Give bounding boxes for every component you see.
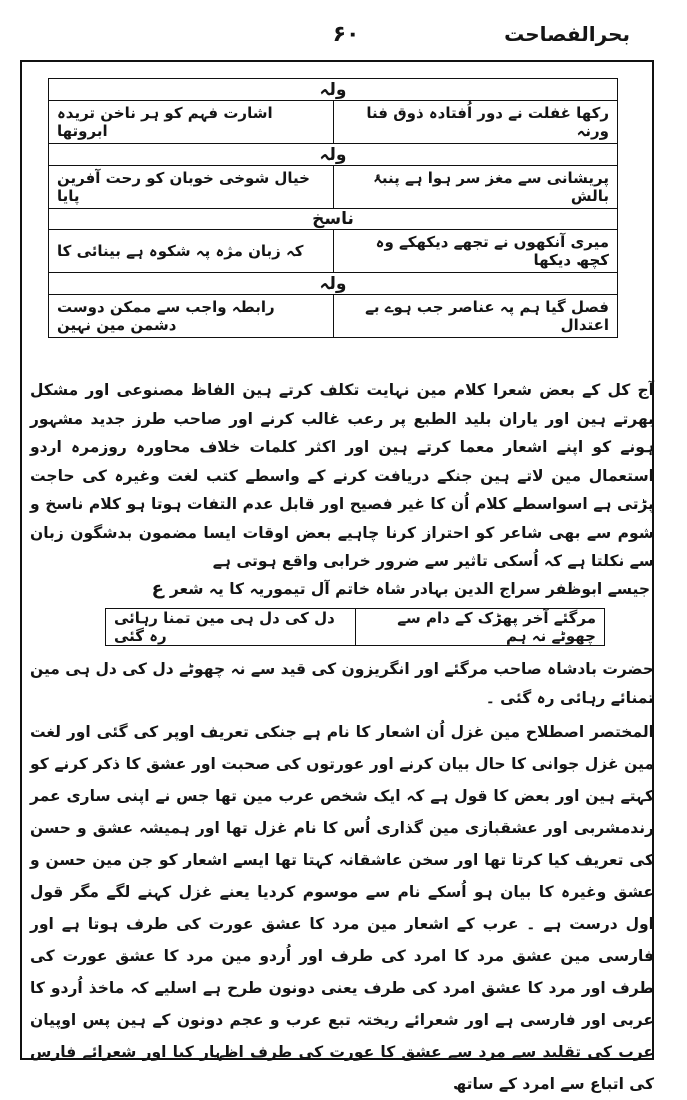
paragraph-definition-of-ghazal: المختصر اصطلاح مین غزل اُن اشعار کا نام ہے جنکی تعریف اوپر کی گئی اور لغت مین غزل جوانی کا حال بیان کرنے اور عورتوں کی صحبت اور عشق کا ذکر کرنے کو کہتے ہین اور بعض کا قول ہے کہ ایک شخص عرب مین تھا جس نے اپنی ساری عمر رندمشربی اور عشقبازی مین گذاری اُس کا نام غزل تھا اور ہمیشہ عشق و حسن کی تعریف کیا کرتا تھا اور سخن عاشقانہ کہتا تھا ایسے اشعار کو جن مین حسن و عشق وغیرہ کا بیان ہو اُسکے نام سے موسوم کردیا یعنے غزل کہنے لگے مگر قول اول درست ہے ۔ عرب کے اشعار مین مرد کا عشق عورت کی طرف ہوتا ہے اور فارسی مین عشق مرد کا امرد کی طرف اور اُردو مین مرد کا عشق عورت کی طرف اور مرد کا عشق امرد کی طرف یعنی دونون طرح ہے اسلیے کہ ماخذ اُردو کا عربی اور فارسی ہے اور شعرائے ریختہ تبع عرب و عجم دونون کے ہین پس اوپیان عرب کی تقلید سے مرد سے عشق کا عورت کی طرف اظہار کیا اور شعرائے فارس کی اتباع سے امرد کے ساتھ xyxy=(30,723,654,1093)
paragraph-on-the-king: حضرت بادشاہ صاحب مرگئے اور انگریزون کی قید سے نہ چھوٹے دل کی دل ہی مین تمنائے رہائی رہ گئی ۔ xyxy=(30,660,654,707)
couplet-attribution xyxy=(150,578,650,599)
page-number: ۶۰ xyxy=(332,22,360,47)
example-couplet-table xyxy=(105,608,605,646)
verse-second-line: رابطہ واجب سے ممکن دوست دشمن مین نہین xyxy=(49,295,334,338)
couplet-first-line: مرگئے آخر پھڑک کے دام سے چھوٹے نہ ہم xyxy=(355,609,605,646)
verse-second-line: کہ زبان مژہ پہ شکوہ ہے بینائی کا xyxy=(49,230,334,273)
running-title: بحرالفصاحت xyxy=(504,22,630,46)
verse-first-line: پریشانی سے مغز سر ہوا ہے پنبۂ بالش xyxy=(333,166,618,209)
verse-first-line: رکھا غفلت نے دور اُفتادہ ذوق فنا ورنہ xyxy=(333,101,618,144)
paragraph-on-affected-poets: آج کل کے بعض شعرا کلام مین نہایت تکلف کرتے ہین الفاظ مصنوعی اور مشکل بھرتے ہین اور یاران بلید الطبع پر رعب غالب کرنے اور صاحب طرز جدید مشہور ہونے کو اپنے اشعار معما کرتے ہین اور اکثر کلمات خلاف محاورہ روزمرہ اردو استعمال مین لاتے ہین جنکے دریافت کرنے کے واسطے کتب لغت وغیرہ کی حاجت پڑتی ہے اسواسطے کلام اُن کا غیر فصیح اور قابل عدم التفات ہوتا ہو کلام ناسخ و شوم سے بھی شاعر کو احتراز کرنا چاہیے بعض اوقات ایسا مضمون بدشگون زبان سے نکلتا ہے کہ اُسکی تاثیر سے ضرور خرابی واقع ہوتی ہے xyxy=(30,381,654,570)
verse-marker: ع xyxy=(151,578,164,599)
verse-heading: ناسخ xyxy=(49,209,618,230)
attribution-text: جیسے ابوظفر سراج الدین بہادر شاہ خاتم آل تیموریہ کا یہ شعر xyxy=(169,580,650,598)
verse-first-line: میری آنکھوں نے تجھے دیکھکے وہ کچھ دیکھا xyxy=(333,230,618,273)
verse-second-line: خیال شوخی خوبان کو رحت آفرین پایا xyxy=(49,166,334,209)
couplet-second-line: دل کی دل ہی مین تمنا رہائی رہ گئی xyxy=(106,609,356,646)
verse-second-line: اشارت فہم کو ہر ناخن تریدہ ابروتھا xyxy=(49,101,334,144)
verse-first-line: فصل گیا ہم پہ عناصر جب ہوے بے اعتدال xyxy=(333,295,618,338)
verse-heading: ولہ xyxy=(49,273,618,295)
verse-heading: ولہ xyxy=(49,144,618,166)
verse-table xyxy=(48,78,618,338)
verse-heading: ولہ xyxy=(49,79,618,101)
